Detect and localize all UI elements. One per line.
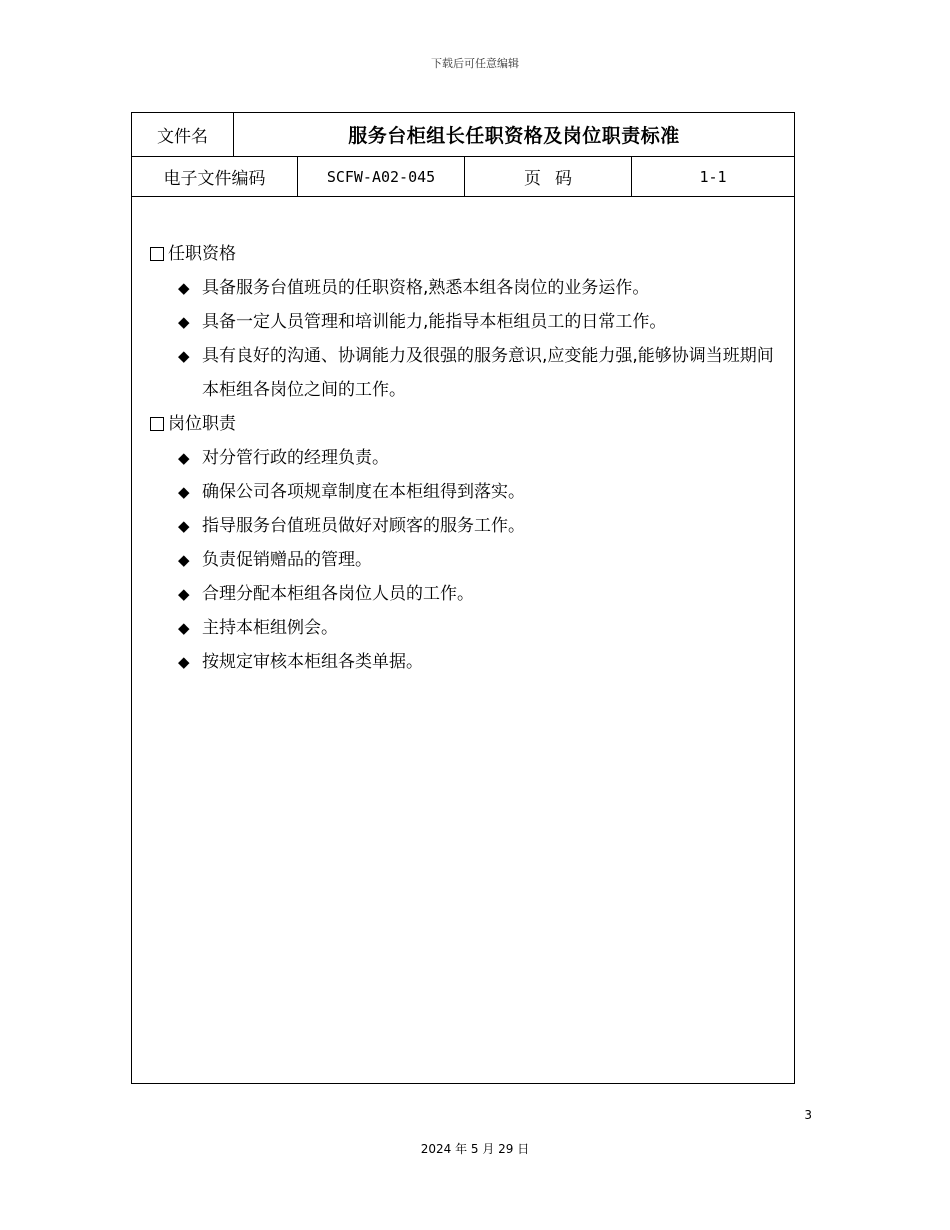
document-frame <box>131 112 795 1084</box>
diamond-bullet-icon: ◆ <box>178 483 190 501</box>
footer-date: 2024 年 5 月 29 日 <box>420 1142 530 1156</box>
section-responsibilities <box>150 407 780 679</box>
diamond-bullet-icon: ◆ <box>178 347 190 365</box>
code-row <box>132 157 794 197</box>
list-item <box>150 339 780 407</box>
diamond-bullet-icon: ◆ <box>178 585 190 603</box>
list-item-text: 具备服务台值班员的任职资格,熟悉本组各岗位的业务运作。 <box>202 278 650 298</box>
diamond-bullet-icon: ◆ <box>178 313 190 331</box>
document-title: 服务台柜组长任职资格及岗位职责标准 <box>348 125 680 147</box>
list-item <box>150 441 780 475</box>
list-item <box>150 645 780 679</box>
file-name-label: 文件名 <box>132 113 234 156</box>
checkbox-icon <box>150 247 164 261</box>
list-item <box>150 475 780 509</box>
checkbox-icon <box>150 417 164 431</box>
page-code-value: 1-1 <box>699 167 727 186</box>
list-item-text: 合理分配本柜组各岗位人员的工作。 <box>202 584 474 604</box>
page-header-note: 下载后可任意编辑 <box>431 57 519 70</box>
section-qualifications <box>150 237 780 407</box>
list-item <box>150 509 780 543</box>
electronic-code-value: SCFW-A02-045 <box>298 157 465 196</box>
list-item-text: 指导服务台值班员做好对顾客的服务工作。 <box>202 516 525 536</box>
page-code-label: 页码 <box>465 157 632 196</box>
list-item-text: 对分管行政的经理负责。 <box>202 448 389 468</box>
list-item <box>150 305 780 339</box>
list-item <box>150 271 780 305</box>
diamond-bullet-icon: ◆ <box>178 653 190 671</box>
electronic-code-label: 电子文件编码 <box>132 157 298 196</box>
section-heading: 任职资格 <box>168 244 236 264</box>
list-item <box>150 543 780 577</box>
diamond-bullet-icon: ◆ <box>178 517 190 535</box>
page-number: 3 <box>804 1108 812 1122</box>
list-item-text: 按规定审核本柜组各类单据。 <box>202 652 423 672</box>
list-item-text: 负责促销赠品的管理。 <box>202 550 372 570</box>
title-row <box>132 113 794 157</box>
document-body <box>150 237 780 679</box>
list-item-text: 确保公司各项规章制度在本柜组得到落实。 <box>202 482 525 502</box>
diamond-bullet-icon: ◆ <box>178 619 190 637</box>
diamond-bullet-icon: ◆ <box>178 449 190 467</box>
list-item-text: 具有良好的沟通、协调能力及很强的服务意识,应变能力强,能够协调当班期间本柜组各岗位之间的工作。 <box>202 346 774 400</box>
list-item <box>150 611 780 645</box>
list-item <box>150 577 780 611</box>
diamond-bullet-icon: ◆ <box>178 279 190 297</box>
section-heading: 岗位职责 <box>168 414 236 434</box>
list-item-text: 具备一定人员管理和培训能力,能指导本柜组员工的日常工作。 <box>202 312 667 332</box>
diamond-bullet-icon: ◆ <box>178 551 190 569</box>
list-item-text: 主持本柜组例会。 <box>202 618 338 638</box>
